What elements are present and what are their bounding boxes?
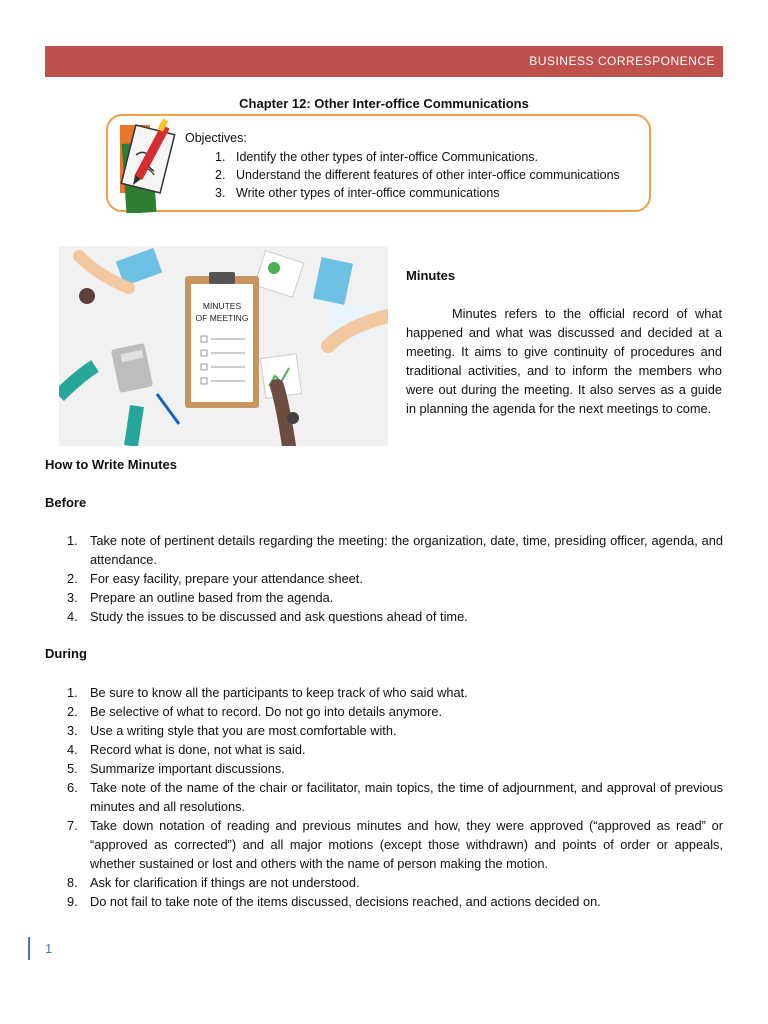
list-item: 6. Take note of the name of the chair or facilitator, main topics, the time of adjournment, and approval of previous minutes and all resolutions. <box>67 780 723 814</box>
before-list <box>45 531 723 626</box>
how-to-heading: How to Write Minutes <box>45 457 177 472</box>
list-item: 1. Take note of pertinent details regarding the meeting: the organization, date, time, presiding officer, agenda, and attendance. <box>67 533 723 567</box>
during-list <box>45 683 723 911</box>
list-item: 7. Take down notation of reading and previous minutes and how, they were approved (“approved as read” or “approved as corrected”) and all major motions (except those withdrawn) and points of order or appeals, whether sustained or lost and others with the name of person making the motion. <box>67 818 723 871</box>
list-item: 8. Ask for clarification if things are not understood. <box>67 875 360 890</box>
minutes-paragraph: Minutes refers to the official record of what happened and what was discussed and decided at a meeting. It aims to give continuity of procedures and traditional activities, and to inform the members who were out during the meeting. It also serves as a guide in planning the agenda for the next meetings to come. <box>406 306 722 416</box>
objectives-title: Objectives: <box>185 131 247 145</box>
list-item: 9. Do not fail to take note of the items discussed, decisions reached, and actions decided on. <box>67 894 601 909</box>
objectives-list <box>205 148 620 202</box>
minutes-of-meeting-illustration <box>59 246 388 446</box>
writing-paper-icon <box>118 117 182 213</box>
list-item: 3. Use a writing style that you are most comfortable with. <box>67 723 397 738</box>
list-item: 5. Summarize important discussions. <box>67 761 285 776</box>
chapter-title: Chapter 12: Other Inter-office Communications <box>239 96 529 111</box>
header-label: BUSINESS CORRESPONENCE <box>529 54 715 68</box>
minutes-title: Minutes <box>406 268 456 283</box>
objectives-box <box>106 114 651 212</box>
list-item: 4. Study the issues to be discussed and ask questions ahead of time. <box>67 609 468 624</box>
list-item: 4. Record what is done, not what is said. <box>67 742 306 757</box>
clipboard-text-2: OF MEETING <box>195 313 249 323</box>
page-number-bar <box>28 937 30 960</box>
list-item: 1. Be sure to know all the participants to keep track of who said what. <box>67 685 468 700</box>
list-item: 3. Prepare an outline based from the agenda. <box>67 590 334 605</box>
list-item: 3. Write other types of inter-office communications <box>215 186 500 200</box>
list-item: 2. Be selective of what to record. Do not go into details anymore. <box>67 704 443 719</box>
page-number: 1 <box>45 941 53 956</box>
during-heading: During <box>45 646 87 661</box>
header-bar <box>45 46 723 77</box>
list-item: 2. For easy facility, prepare your attendance sheet. <box>67 571 363 586</box>
clipboard-text-1: MINUTES <box>202 301 242 311</box>
minutes-section <box>406 266 722 418</box>
before-heading: Before <box>45 495 87 510</box>
list-item: 2. Understand the different features of other inter-office communications <box>215 168 620 182</box>
list-item: 1. Identify the other types of inter-office Communications. <box>215 150 539 164</box>
